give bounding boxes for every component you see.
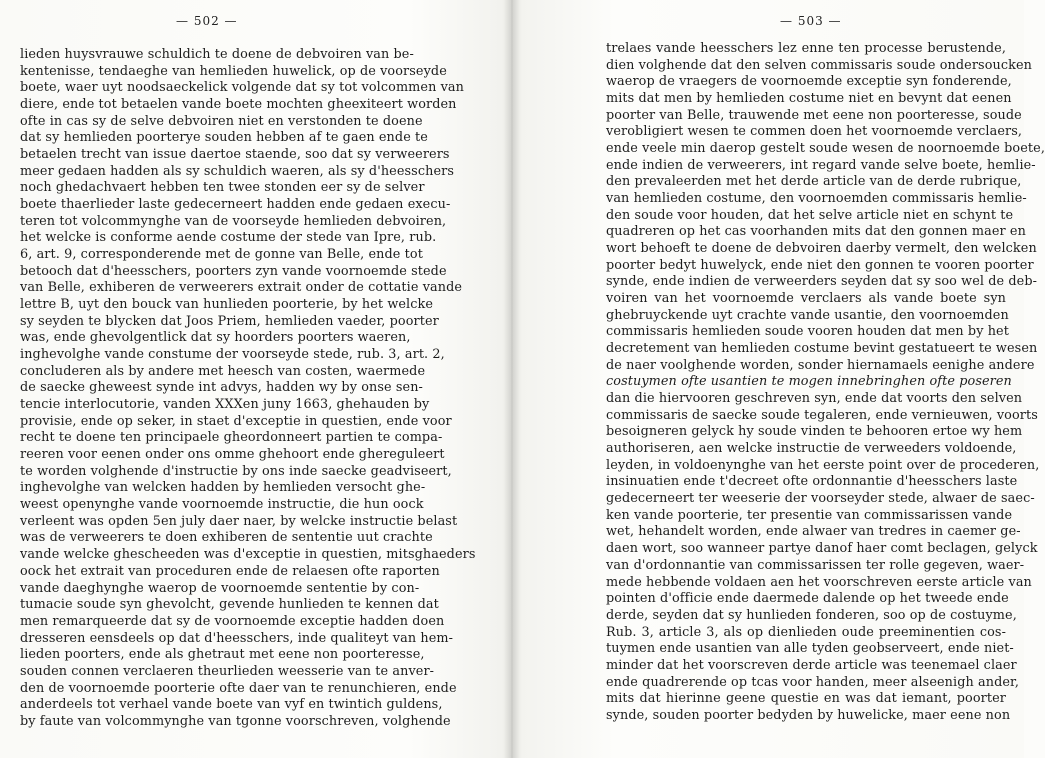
- text-line: reeren voor eenen onder ons omme ghehoort ende ghereguleert: [20, 447, 445, 463]
- text-line: commissaris hemlieden soude vooren houden dat men by het: [606, 324, 1009, 340]
- text-line: ofte in cas sy de selve debvoiren niet en verstonden te doene: [20, 113, 423, 129]
- text-line: betaelen trecht van issue daertoe staende, soo dat sy verweerers: [20, 147, 450, 163]
- text-line: inghevolghe vande constume der voorseyde stede, rub. 3, art. 2,: [20, 347, 445, 363]
- text-line: mits dat men by hemlieden costume niet en bevynt dat eenen: [606, 91, 1012, 107]
- text-line: 6, art. 9, corresponderende met de gonne van Belle, ende tot: [20, 247, 423, 263]
- text-line: lieden huysvrauwe schuldich te doene de debvoiren van be-: [20, 47, 414, 62]
- text-line: poorter van Belle, trauwende met eene non poorteresse, soude: [606, 107, 1022, 123]
- text-line: inghevolghe van welcken hadden by hemlieden versocht ghe-: [20, 480, 426, 496]
- text-line: wort behoeft te doene de debvoiren daerby vermelt, den welcken: [606, 241, 1037, 257]
- text-line: leyden, in voldoenynghe van het eerste point over de procederen,: [606, 457, 1040, 473]
- right-page-text: [606, 41, 1045, 725]
- text-line: dan die hiervooren geschreven syn, ende dat voorts den selven: [606, 391, 1023, 407]
- text-line: was, ende ghevolgentlick dat sy hoorders poorters waeren,: [20, 330, 411, 346]
- text-line: synde, ende indien de verweerders seyden dat sy soo wel de deb-: [606, 274, 1038, 290]
- text-line: gedecerneert ter weeserie der voorseyder stede, alwaer de saec-: [606, 491, 1035, 507]
- text-line: derde, seyden dat sy hunlieden fonderen, soo op de costuyme,: [606, 607, 1017, 623]
- text-line: ghebruyckende uyt crachte vande usantie, den voornoemden: [606, 307, 1009, 323]
- text-line: den soude voor houden, dat het selve article niet en schynt te: [606, 207, 1014, 223]
- left-page: [0, 0, 510, 758]
- text-line: noch ghedachvaert hebben ten twee stonden eer sy de selver: [20, 180, 425, 196]
- text-line: souden connen verclaeren theurlieden weesserie van te anver-: [20, 663, 435, 679]
- text-line: minder dat het voorscreven derde article was teenemael claer: [606, 657, 1017, 673]
- text-line: ende quadrerende op tcas voor handen, meer alseenigh ander,: [606, 674, 1020, 690]
- text-line: weest openynghe vande voornoemde instructie, die hun oock: [20, 497, 424, 513]
- text-line: vande daeghynghe waerop de voornoemde sententie by con-: [20, 580, 420, 596]
- text-line: lieden poorters, ende als ghetraut met eene non poorteresse,: [20, 647, 425, 663]
- text-line: tencie interlocutorie, vanden XXXen juny 1663, ghehauden by: [20, 397, 430, 413]
- text-line: boete, waer uyt noodsaeckelick volgende dat sy tot volcommen van: [20, 80, 464, 96]
- text-line: voiren van het voornoemde verclaers als vande boete syn: [606, 291, 1006, 307]
- text-line: besoigneren gelyck hy soude vinden te behooren ertoe wy hem: [606, 424, 1023, 440]
- text-line: daen wort, soo wanneer partye danof haer comt beclagen, gelyck: [606, 541, 1038, 557]
- left-page-text: [20, 47, 476, 731]
- text-line: den de voornoemde poorterie ofte daer van te renunchieren, ende: [20, 680, 457, 696]
- text-line: was de verweerers te doen exhiberen de sententie uut crachte: [20, 530, 433, 546]
- text-line: tuymen ende usantien van alle tyden geobserveert, ende niet-: [606, 641, 1014, 657]
- text-line: oock het extrait van proceduren ende de relaesen ofte raporten: [20, 563, 440, 579]
- text-line: vande welcke ghescheeden was d'exceptie in questien, mitsghaeders: [20, 547, 476, 563]
- page-number-left: — 502 —: [176, 14, 238, 28]
- text-line: Rub. 3, article 3, als op dienlieden oude preeminentien cos-: [606, 624, 1006, 640]
- text-line: teren tot volcommynghe van de voorseyde hemlieden debvoiren,: [20, 213, 447, 229]
- text-line: anderdeels tot verhael vande boete van vyf en twintich guldens,: [20, 697, 443, 713]
- text-line: van d'ordonnantie van commissarissen ter rolle gegeven, waer-: [606, 557, 1025, 573]
- text-line: costuymen ofte usantien te mogen innebringhen ofte poseren: [606, 374, 1012, 390]
- text-line: kentenisse, tendaeghe van hemlieden huwelick, op de voorseyde: [20, 63, 447, 79]
- text-line: recht te doene ten principaele gheordonneert partien te compa-: [20, 430, 443, 446]
- text-line: te worden volghende d'instructie by ons inde saecke geadviseert,: [20, 463, 452, 479]
- text-line: ken vande poorterie, ter presentie van commissarissen vande: [606, 507, 1013, 523]
- text-line: boete thaerlieder laste gedecerneert hadden ende gedaen execu-: [20, 197, 451, 213]
- text-line: dien volghende dat den selven commissaris soude ondersoucken: [606, 57, 1032, 73]
- text-line: den prevaleerden met het derde article van de derde rubrique,: [606, 174, 1022, 190]
- text-line: de saecke gheweest synde int advys, hadden wy by onse sen-: [20, 380, 423, 396]
- text-line: concluderen als by andere met heesch van costen, waermede: [20, 363, 426, 379]
- text-line: de naer voolghende worden, sonder hiernamaels eenighe andere: [606, 357, 1035, 373]
- text-line: wet, hehandelt worden, ende alwaer van tredres in caemer ge-: [606, 524, 1021, 540]
- page-number-right: — 503 —: [780, 14, 842, 28]
- text-line: authoriseren, aen welcke instructie de verweeders voldoende,: [606, 441, 1017, 457]
- text-line: van hemlieden costume, den voornoemden commissaris hemlie-: [606, 191, 1027, 207]
- text-line: tumacie soude syn ghevolcht, gevende hunlieden te kennen dat: [20, 597, 439, 613]
- text-line: trelaes vande heesschers lez enne ten processe berustende,: [606, 41, 1006, 56]
- text-line: decretement van hemlieden costume bevint gestatueert te wesen: [606, 341, 1038, 357]
- text-line: synde, souden poorter bedyden by huwelicke, maer eene non: [606, 707, 1011, 723]
- text-line: ende indien de verweerers, int regard vande selve boete, hemlie-: [606, 157, 1036, 173]
- text-line: sy seyden te blycken dat Joos Priem, hemlieden vaeder, poorter: [20, 313, 439, 329]
- text-line: ende veele min daerop gestelt soude wesen de noornoemde boete,: [606, 141, 1045, 157]
- text-line: verobligiert wesen te commen doen het voornoemde verclaers,: [606, 124, 1023, 140]
- text-line: commissaris de saecke soude tegaleren, ende vernieuwen, voorts: [606, 407, 1038, 423]
- text-line: verleent was opden 5en july daer naer, by welcke instructie belast: [20, 513, 458, 529]
- text-line: dresseren eensdeels op dat d'heesschers, inde qualiteyt van hem-: [20, 630, 454, 646]
- text-line: mede hebbende voldaen aen het voorschreven eerste article van: [606, 574, 1032, 590]
- text-line: het welcke is conforme aende costume der stede van Ipre, rub.: [20, 230, 437, 246]
- text-line: men remarqueerde dat sy de voornoemde exceptie hadden doen: [20, 613, 445, 629]
- text-line: lettre B, uyt den bouck van hunlieden poorterie, by het welcke: [20, 297, 434, 313]
- right-page: [514, 0, 1045, 758]
- text-line: poorter bedyt huwelyck, ende niet den gonnen te vooren poorter: [606, 257, 1034, 273]
- text-line: mits dat hierinne geene questie en was dat iemant, poorter: [606, 691, 1006, 707]
- text-line: van Belle, exhiberen de verweerers extrait onder de cottatie vande: [20, 280, 463, 296]
- text-line: dat sy hemlieden poorterye souden hebben af te gaen ende te: [20, 130, 428, 146]
- text-line: betooch dat d'heesschers, poorters zyn vande voornoemde stede: [20, 263, 447, 279]
- text-line: provisie, ende op seker, in staet d'exceptie in questien, ende voor: [20, 413, 452, 429]
- text-line: insinuatien ende t'decreet ofte ordonnantie d'heesschers laste: [606, 474, 1018, 490]
- text-line: diere, ende tot betaelen vande boete mochten gheexiteert worden: [20, 97, 457, 113]
- text-line: meer gedaen hadden als sy schuldich waeren, als sy d'heesschers: [20, 163, 455, 179]
- text-line: quadreren op het cas voorhanden mits dat den gonnen maer en: [606, 224, 1026, 240]
- text-line: pointen d'officie ende daermede dalende op het tweede ende: [606, 591, 1009, 607]
- text-line: by faute van volcommynghe van tgonne voorschreven, volghende: [20, 713, 451, 729]
- text-line: waerop de vraegers de voornoemde exceptie syn fonderende,: [606, 74, 1012, 90]
